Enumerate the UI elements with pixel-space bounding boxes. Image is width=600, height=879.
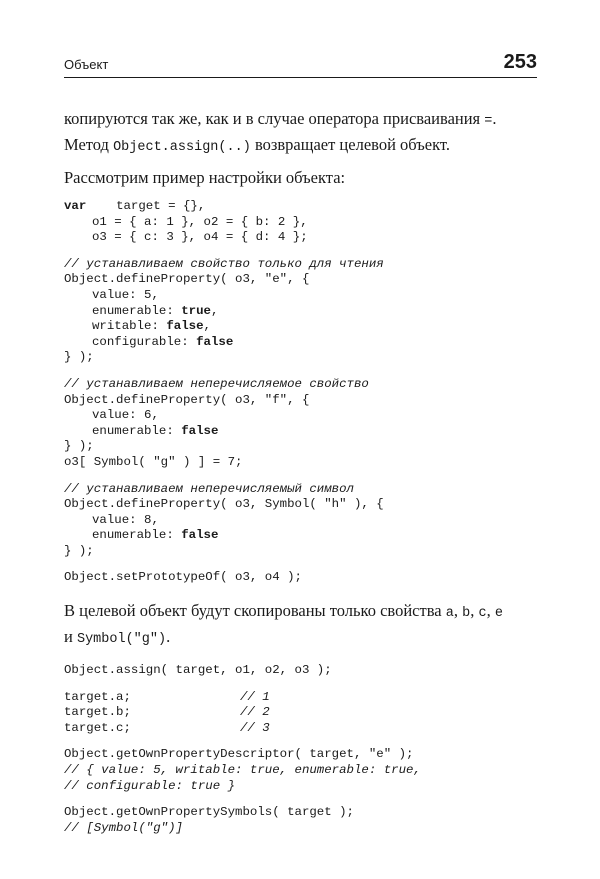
prop-c-code: c — [478, 606, 487, 622]
code-comment: // 1 — [240, 689, 270, 704]
code-bool: true — [181, 303, 211, 318]
code-bool: false — [166, 319, 204, 334]
code-comment: // configurable: true } — [64, 778, 236, 793]
var-keyword: var — [64, 199, 87, 213]
code-line: value: 5, — [92, 287, 159, 302]
code-comment: // 2 — [240, 705, 270, 720]
code-punct: , — [203, 319, 211, 334]
code-punct: , — [210, 303, 219, 318]
page-number: 253 — [503, 51, 537, 73]
para1-line2-end: возвращает целевой объект. — [254, 135, 451, 154]
paragraph-result: В целевой объект будут скопированы только свойства a, b, c, e и Symbol("g"). — [64, 601, 503, 648]
code-comment: // устанавливаем неперечисляемое свойство — [64, 376, 369, 391]
code-expr: target.b; — [64, 705, 131, 720]
code-line: Object.defineProperty( o3, "f", { — [64, 392, 310, 407]
para3-line1-text: В целевой объект будут скопированы только свойства — [64, 601, 442, 621]
code-line: } ); — [64, 543, 94, 558]
code-expr: target.a; — [64, 689, 131, 704]
code-block-targets — [64, 690, 537, 737]
code-line: Object.assign( target, o1, o2, o3 ); — [64, 663, 332, 678]
code-label: enumerable: — [92, 303, 182, 318]
code-expr: target.c; — [64, 720, 131, 735]
paragraph-intro — [64, 107, 537, 159]
code-line: Object.getOwnPropertyDescriptor( target, "e" ); — [64, 747, 414, 762]
symbol-g-code: Symbol("g") — [76, 632, 167, 648]
prop-e-code: e — [494, 606, 503, 622]
code-line: } ); — [64, 350, 94, 365]
code-line: value: 8, — [92, 512, 159, 527]
para3-and: и — [64, 627, 73, 647]
para1-line2-start: Метод — [64, 135, 109, 154]
code-line — [64, 721, 537, 737]
code-bool: false — [181, 528, 219, 543]
para3-end: . — [166, 627, 171, 647]
code-line — [64, 705, 537, 721]
para1-line1-text: копируются так же, как и в случае оператора присваивания — [64, 109, 481, 128]
code-line: } ); — [64, 439, 94, 454]
code-block-readonly — [64, 257, 537, 366]
code-line: target = {}, — [116, 199, 206, 213]
code-bool: false — [181, 423, 219, 438]
code-line: o1 = { a: 1 }, o2 = { b: 2 }, — [92, 214, 308, 229]
code-line: o3[ Symbol( "g" ) ] = 7; — [64, 454, 243, 469]
code-comment: // [Symbol("g")] — [64, 820, 183, 835]
code-block-nonenumerable — [64, 377, 537, 471]
code-block-symbol — [64, 482, 537, 560]
code-line: Object.getOwnPropertySymbols( target ); — [64, 805, 354, 820]
code-line — [64, 690, 537, 706]
code-line: value: 6, — [92, 408, 159, 423]
paragraph-example: Рассмотрим пример настройки объекта: — [64, 168, 346, 187]
code-label: configurable: — [92, 334, 197, 349]
code-label: enumerable: — [92, 423, 182, 438]
code-comment: // { value: 5, writable: true, enumerable: true, — [64, 763, 421, 778]
code-line: Object.setPrototypeOf( o3, o4 ); — [64, 570, 302, 585]
code-line: Object.defineProperty( o3, Symbol( "h" ), { — [64, 497, 384, 512]
code-label: enumerable: — [92, 528, 182, 543]
prop-a-code: a — [445, 606, 454, 622]
para1-line1-end: . — [492, 109, 497, 128]
code-bool: false — [196, 334, 234, 349]
running-head — [64, 52, 537, 78]
code-label: writable: — [92, 319, 167, 334]
code-block-symbols — [64, 805, 537, 836]
code-line: Object.defineProperty( o3, "e", { — [64, 272, 310, 287]
code-line: o3 = { c: 3 }, o4 = { d: 4 }; — [92, 230, 308, 245]
code-comment: // устанавливаем свойство только для чтения — [64, 256, 384, 271]
chapter-title: Объект — [64, 57, 109, 72]
code-comment: // устанавливаем неперечисляемый символ — [64, 481, 354, 496]
code-block-vars — [64, 199, 537, 246]
code-block-descriptor — [64, 747, 537, 794]
object-assign-code: Object.assign(..) — [113, 140, 251, 155]
book-page — [64, 52, 537, 836]
assign-operator-code: = — [484, 114, 493, 129]
code-block-prototype — [64, 570, 537, 586]
code-block-assign — [64, 663, 537, 679]
prop-b-code: b — [462, 606, 471, 622]
code-comment: // 3 — [240, 720, 270, 735]
